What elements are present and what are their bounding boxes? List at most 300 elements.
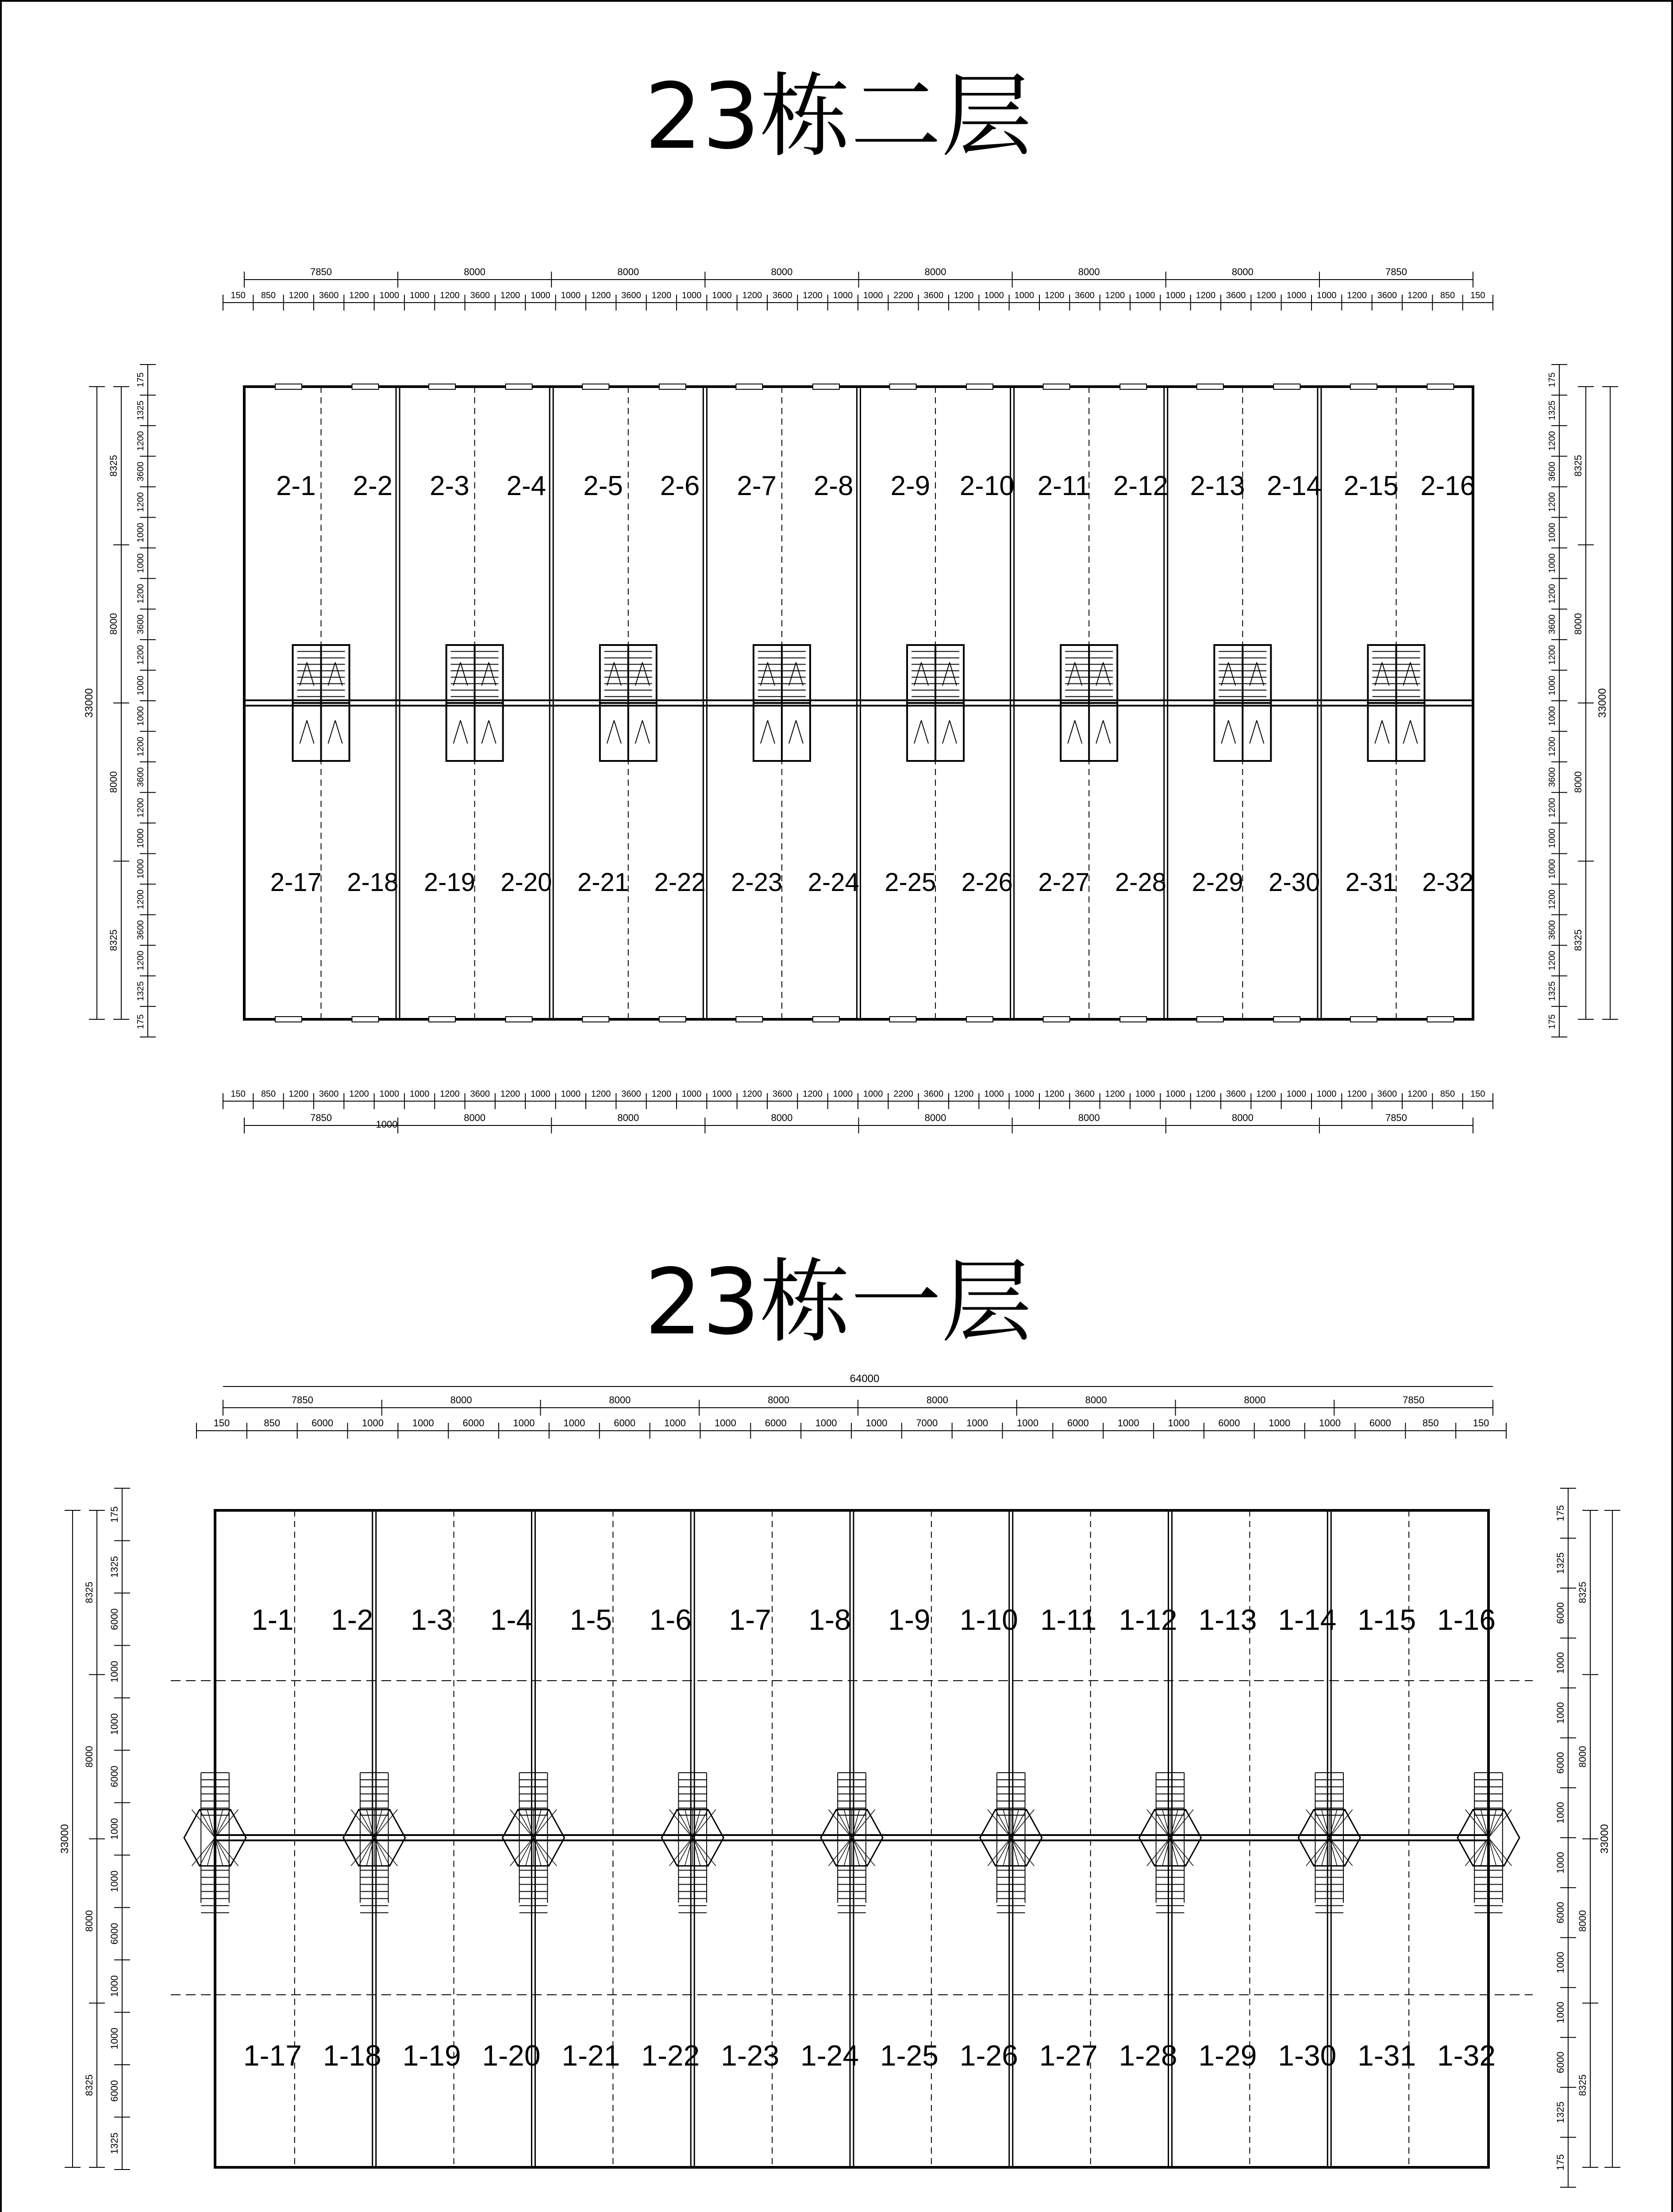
dimension-label: 1200 xyxy=(1347,291,1367,300)
plan-line xyxy=(215,1809,238,1838)
dimension-label: 8000 xyxy=(609,1394,631,1406)
dimension-label: 1000 xyxy=(984,1089,1004,1099)
plan-line xyxy=(1410,662,1417,685)
plan-line xyxy=(215,1838,238,1866)
lower-floor-title: 23栋一层 xyxy=(644,1250,1032,1355)
plan-line xyxy=(1488,1809,1504,1838)
unit-label: 2-8 xyxy=(813,471,854,501)
window-icon xyxy=(813,1017,839,1022)
plan-line xyxy=(1068,662,1075,685)
window-icon xyxy=(506,384,532,389)
dimension-label: 150 xyxy=(1470,291,1485,300)
dimension-label: 1000 xyxy=(136,676,146,695)
dimension-label: 8325 xyxy=(108,929,119,951)
window-icon xyxy=(1120,1017,1146,1022)
dimension-label: 7850 xyxy=(1385,1112,1407,1123)
dimension-label: 3600 xyxy=(136,614,146,634)
dimension-label: 64000 xyxy=(850,1373,880,1385)
dimension-label: 1000 xyxy=(136,828,146,849)
plan-line xyxy=(482,662,489,685)
dimension-label: 6000 xyxy=(1555,1901,1566,1924)
stair-icon xyxy=(1458,1773,1519,1913)
plan-line xyxy=(1306,1809,1330,1838)
dimension-chain xyxy=(59,1510,81,2167)
dimension-label: 1200 xyxy=(1547,431,1557,451)
dimension-label: 1000 xyxy=(561,1089,581,1099)
dimension-label: 1000 xyxy=(1286,291,1307,300)
plan-line xyxy=(768,720,775,743)
window-icon xyxy=(1043,1017,1070,1022)
plan-line xyxy=(192,1838,215,1866)
dimension-label: 1000 xyxy=(1016,1417,1038,1429)
plan-line xyxy=(1096,662,1103,685)
plan-line xyxy=(300,720,307,743)
dimension-chain xyxy=(1599,1510,1620,2167)
plan-line xyxy=(510,1809,534,1838)
unit-label: 1-8 xyxy=(808,1603,851,1636)
dimension-label: 6000 xyxy=(614,1417,636,1429)
plan-line xyxy=(1103,662,1110,685)
dimension-label: 8000 xyxy=(1573,613,1584,635)
dimension-label: 1200 xyxy=(1256,1089,1276,1099)
unit-label: 2-9 xyxy=(890,471,931,501)
dimension-label: 1200 xyxy=(136,492,146,512)
dimension-label: 1200 xyxy=(1547,889,1557,910)
dimension-label: 1000 xyxy=(1555,1951,1566,1974)
dimension-label: 1000 xyxy=(362,1417,384,1429)
dimension-label: 1000 xyxy=(1286,1089,1307,1099)
window-icon xyxy=(1120,384,1146,389)
unit-label: 2-22 xyxy=(654,868,706,897)
dimension-label: 1000 xyxy=(109,1713,120,1735)
dimension-label: 1000 xyxy=(815,1417,837,1429)
dimension-label: 850 xyxy=(1440,291,1455,300)
plan-line xyxy=(1250,662,1257,685)
dimension-label: 7850 xyxy=(1385,266,1407,277)
dimension-label: 3600 xyxy=(923,1089,944,1099)
dimension-label: 150 xyxy=(1470,1089,1485,1099)
dimension-label: 3600 xyxy=(923,291,944,300)
unit-label: 2-26 xyxy=(961,868,1013,897)
dimension-label: 8000 xyxy=(464,266,486,277)
dimension-chain xyxy=(1573,387,1594,1019)
plan-line xyxy=(1228,720,1235,743)
dimension-label: 6000 xyxy=(109,1608,120,1630)
plan-line xyxy=(1257,662,1264,685)
dimension-label: 7850 xyxy=(1403,1394,1425,1406)
unit-label: 2-12 xyxy=(1113,471,1169,501)
dimension-label: 1000 xyxy=(1555,1652,1566,1674)
dimension-chain xyxy=(223,291,1493,311)
plan-line xyxy=(1329,1838,1353,1866)
window-icon xyxy=(275,384,302,389)
dimension-label: 8325 xyxy=(84,2074,95,2096)
plan-line xyxy=(607,720,614,743)
unit-label: 2-4 xyxy=(506,471,546,501)
dimension-chain xyxy=(223,1394,1493,1416)
dimension-chain xyxy=(1577,1510,1598,2167)
plan-line xyxy=(1403,720,1410,743)
unit-label: 2-31 xyxy=(1345,868,1397,897)
dimension-label: 8000 xyxy=(924,1112,946,1123)
dimension-label: 1000 xyxy=(714,1417,736,1429)
plan-line xyxy=(307,720,314,743)
plan-line xyxy=(1488,1809,1512,1838)
dimension-label: 1000 xyxy=(681,291,702,300)
dimension-label: 1200 xyxy=(591,291,611,300)
unit-label: 2-27 xyxy=(1038,868,1090,897)
dimension-label: 1200 xyxy=(1196,1089,1216,1099)
dimension-chain xyxy=(1596,387,1618,1019)
upper-floor-title: 23栋二层 xyxy=(644,64,1032,169)
plan-line xyxy=(192,1809,215,1838)
dimension-label: 33000 xyxy=(59,1824,71,1854)
plan-line xyxy=(482,720,489,743)
dimension-label: 8000 xyxy=(617,266,639,277)
dimension-label: 3600 xyxy=(136,461,146,482)
dimension-label: 175 xyxy=(109,1506,120,1523)
window-icon xyxy=(736,1017,762,1022)
plan-line xyxy=(1147,1838,1170,1866)
unit-label: 2-1 xyxy=(276,471,316,501)
unit-label: 1-10 xyxy=(959,1603,1018,1636)
dimension-chain xyxy=(1547,365,1567,1037)
dimension-label: 33000 xyxy=(1599,1824,1611,1854)
plan-line xyxy=(761,662,768,685)
dimension-label: 6000 xyxy=(1555,2051,1566,2074)
window-icon xyxy=(582,1017,609,1022)
dimension-label: 1200 xyxy=(1547,951,1557,971)
dimension-label: 175 xyxy=(1555,1505,1566,1521)
unit-label: 2-23 xyxy=(731,868,783,897)
plan-line xyxy=(1410,720,1417,743)
dimension-label: 1000 xyxy=(1555,2001,1566,2024)
window-icon xyxy=(1197,384,1223,389)
unit-label: 1-25 xyxy=(880,2039,938,2072)
dimension-label: 1200 xyxy=(349,291,369,300)
plan-line xyxy=(1382,720,1389,743)
dimension-label: 1200 xyxy=(742,291,762,300)
unit-label: 1-3 xyxy=(410,1603,453,1636)
dimension-label: 850 xyxy=(261,291,276,300)
unit-label: 2-18 xyxy=(347,868,399,897)
plan-line xyxy=(692,1809,716,1838)
dimension-label: 8000 xyxy=(924,266,946,277)
plan-line xyxy=(1011,1838,1035,1866)
dimension-label: 1000 xyxy=(833,291,853,300)
dimension-label: 3600 xyxy=(1377,291,1397,300)
unit-label: 1-26 xyxy=(959,2039,1018,2072)
dimension-label: 1200 xyxy=(1105,1089,1125,1099)
dimension-label: 1000 xyxy=(712,291,732,300)
plan-line xyxy=(950,720,957,743)
dimension-label: 1200 xyxy=(288,291,309,300)
dimension-label: 2200 xyxy=(893,1089,913,1099)
plan-line xyxy=(1465,1809,1489,1838)
dimension-chain xyxy=(109,1488,130,2170)
unit-label: 1-14 xyxy=(1278,1603,1337,1636)
dimension-label: 1000 xyxy=(136,706,146,726)
window-icon xyxy=(275,1017,302,1022)
dimension-label: 1200 xyxy=(136,798,146,818)
window-icon xyxy=(736,384,762,389)
dimension-label: 8000 xyxy=(1573,771,1584,793)
dimension-label: 1000 xyxy=(1555,1802,1566,1824)
unit-label: 1-7 xyxy=(729,1603,771,1636)
dimension-label: 33000 xyxy=(1596,688,1608,718)
unit-label: 1-27 xyxy=(1039,2039,1098,2072)
unit-label: 1-11 xyxy=(1040,1603,1097,1636)
dimension-label: 1000 xyxy=(1547,522,1557,543)
dimension-label: 1200 xyxy=(1044,1089,1065,1099)
dimension-label: 1000 xyxy=(833,1089,853,1099)
plan-line xyxy=(374,1838,398,1866)
dimension-label: 1200 xyxy=(136,889,146,910)
plan-line xyxy=(1375,662,1382,685)
stair-icon xyxy=(754,645,810,761)
plan-line xyxy=(669,1838,693,1866)
dimension-label: 3600 xyxy=(1226,291,1246,300)
dimension-label: 33000 xyxy=(83,688,95,718)
dimension-label: 8000 xyxy=(771,1112,793,1123)
dimension-label: 1200 xyxy=(1347,1089,1367,1099)
dimension-label: 1000 xyxy=(561,291,581,300)
dimension-label: 1000 xyxy=(1547,859,1557,879)
dimension-label: 3600 xyxy=(1075,291,1095,300)
unit-label: 2-19 xyxy=(423,868,475,897)
plan-line xyxy=(669,1809,693,1838)
dimension-label: 150 xyxy=(231,291,246,300)
dimension-label: 1325 xyxy=(136,981,146,1001)
stair-icon xyxy=(343,1773,405,1913)
dimension-label: 850 xyxy=(264,1417,281,1429)
window-icon xyxy=(352,1017,379,1022)
plan-line xyxy=(852,1809,875,1838)
dimension-label: 1000 xyxy=(681,1089,702,1099)
window-icon xyxy=(659,1017,686,1022)
unit-label: 2-3 xyxy=(430,471,469,501)
plan-line xyxy=(796,662,803,685)
dimension-label: 175 xyxy=(1555,2154,1566,2170)
dimension-label: 1325 xyxy=(1555,1552,1566,1574)
dimension-label: 7850 xyxy=(310,266,332,277)
unit-label: 1-31 xyxy=(1358,2039,1416,2072)
dimension-label: 175 xyxy=(1547,1014,1557,1029)
plan-line xyxy=(768,662,775,685)
dimension-label: 1000 xyxy=(409,291,430,300)
unit-label: 2-28 xyxy=(1115,868,1167,897)
stair-icon xyxy=(1214,645,1271,761)
dimension-chain xyxy=(84,1510,105,2167)
dimension-label: 1000 xyxy=(712,1089,732,1099)
unit-label: 2-6 xyxy=(660,471,700,501)
dimension-label: 1200 xyxy=(954,1089,974,1099)
window-icon xyxy=(1350,1017,1377,1022)
stair-icon xyxy=(980,1773,1042,1913)
dimension-label: 1200 xyxy=(500,1089,520,1099)
dimension-label: 1200 xyxy=(803,291,823,300)
dimension-label: 8325 xyxy=(84,1582,95,1604)
plan-line xyxy=(215,1838,231,1866)
lower-floor-plan xyxy=(59,1373,1620,2212)
dimension-label: 8000 xyxy=(1231,1112,1254,1123)
plan-line xyxy=(1068,720,1075,743)
stair-icon xyxy=(907,645,964,761)
dimension-label: 7000 xyxy=(916,1417,938,1429)
unit-label: 1-9 xyxy=(888,1603,931,1636)
plan-line xyxy=(942,662,950,685)
dimension-label: 1200 xyxy=(136,431,146,451)
dimension-label: 8000 xyxy=(1085,1394,1107,1406)
plan-line xyxy=(761,720,768,743)
dimension-label: 1000 xyxy=(379,291,400,300)
dimension-label: 1000 xyxy=(136,522,146,543)
dimension-chain xyxy=(244,1112,1473,1133)
dimension-label: 1200 xyxy=(651,1089,672,1099)
dimension-label: 1000 xyxy=(412,1417,434,1429)
dimension-label: 8000 xyxy=(450,1394,472,1406)
dimension-label: 8000 xyxy=(108,771,119,793)
stair-icon xyxy=(1061,645,1117,761)
plan-line xyxy=(789,720,796,743)
dimension-label: 1200 xyxy=(1196,291,1216,300)
plan-line xyxy=(988,1838,1011,1866)
unit-label: 1-20 xyxy=(482,2039,541,2072)
dimension-label: 6000 xyxy=(312,1417,334,1429)
dimension-label: 6000 xyxy=(109,1923,120,1945)
dimension-label: 1200 xyxy=(136,951,146,971)
dimension-label: 1325 xyxy=(109,2132,120,2154)
plan-line xyxy=(1382,662,1389,685)
plan-line xyxy=(454,720,461,743)
dimension-label: 3600 xyxy=(1075,1089,1095,1099)
dimension-label: 2200 xyxy=(893,291,913,300)
dimension-label: 1200 xyxy=(288,1089,309,1099)
dimension-label: 1000 xyxy=(109,1975,120,1997)
plan-line xyxy=(1473,1838,1488,1866)
unit-label: 2-32 xyxy=(1422,868,1474,897)
unit-label: 2-15 xyxy=(1343,471,1399,501)
plan-line xyxy=(1465,1838,1489,1866)
window-icon xyxy=(1273,384,1300,389)
dimension-label: 1325 xyxy=(1555,2101,1566,2124)
dimension-label: 1200 xyxy=(440,1089,460,1099)
dimension-chain xyxy=(83,387,105,1019)
dimension-label: 1000 xyxy=(109,1661,120,1683)
window-icon xyxy=(429,1017,455,1022)
plan-line xyxy=(1221,720,1228,743)
unit-label: 1-1 xyxy=(251,1603,294,1636)
dimension-label: 8000 xyxy=(1078,1112,1100,1123)
stair-icon xyxy=(662,1773,723,1913)
dimension-label: 8000 xyxy=(1231,266,1254,277)
dimension-label: 8325 xyxy=(108,455,119,477)
dimension-label: 8000 xyxy=(1244,1394,1266,1406)
unit-label: 1-30 xyxy=(1278,2039,1337,2072)
dimension-chain xyxy=(244,266,1473,288)
plan-line xyxy=(1403,662,1410,685)
plan-line xyxy=(534,1838,557,1866)
dimension-label: 1000 xyxy=(1319,1417,1341,1429)
plan-line xyxy=(489,720,496,743)
plan-line xyxy=(300,662,307,685)
dimension-label: 1200 xyxy=(954,291,974,300)
dimension-label: 850 xyxy=(1422,1417,1439,1429)
unit-label: 1-15 xyxy=(1358,1603,1416,1636)
stair-icon xyxy=(821,1773,883,1913)
plan-line xyxy=(200,1809,215,1838)
dimension-label: 1000 xyxy=(664,1417,686,1429)
unit-label: 2-13 xyxy=(1190,471,1245,501)
dimension-label: 8000 xyxy=(464,1112,486,1123)
dimension-label: 1200 xyxy=(1547,645,1557,665)
plan-line xyxy=(829,1809,852,1838)
dimension-label: 3600 xyxy=(1547,767,1557,787)
plan-line xyxy=(921,720,928,743)
plan-line xyxy=(335,720,342,743)
unit-label: 1-13 xyxy=(1198,1603,1257,1636)
dimension-label: 1000 xyxy=(409,1089,430,1099)
plan-line xyxy=(374,1809,398,1838)
dimension-label: 1000 xyxy=(531,291,550,300)
plan-line xyxy=(1306,1838,1330,1866)
window-icon xyxy=(890,1017,916,1022)
plan-line xyxy=(1011,1809,1035,1838)
upper-floor-plan xyxy=(83,266,1618,1133)
dimension-label: 175 xyxy=(1547,372,1557,388)
dimension-label: 3600 xyxy=(136,767,146,787)
dimension-label: 1000 xyxy=(1316,291,1337,300)
plan-line xyxy=(692,1838,716,1866)
dimension-label: 3600 xyxy=(470,1089,490,1099)
plan-line xyxy=(454,662,461,685)
plan-line xyxy=(642,662,650,685)
plan-line xyxy=(914,662,921,685)
dimension-label: 1000 xyxy=(513,1417,535,1429)
plan-line xyxy=(328,720,335,743)
window-icon xyxy=(1427,384,1454,389)
plan-line xyxy=(328,662,335,685)
plan-line xyxy=(1375,720,1382,743)
dimension-label: 1325 xyxy=(109,1556,120,1578)
plan-line xyxy=(1329,1809,1353,1838)
dimension-label: 1000 xyxy=(1269,1417,1291,1429)
plan-line xyxy=(461,720,468,743)
dimension-label: 6000 xyxy=(765,1417,787,1429)
plan-line xyxy=(1170,1809,1194,1838)
dimension-label: 6000 xyxy=(462,1417,485,1429)
dimension-label: 1200 xyxy=(136,737,146,757)
dimension-label: 1000 xyxy=(863,1089,883,1099)
unit-label: 1-16 xyxy=(1437,1603,1496,1636)
plan-line xyxy=(351,1838,374,1866)
unit-label: 2-14 xyxy=(1267,471,1322,501)
plan-line xyxy=(1488,1838,1512,1866)
dimension-label: 1000 xyxy=(1165,291,1185,300)
plan-line xyxy=(852,1838,875,1866)
dimension-chain xyxy=(223,1089,1493,1109)
dimension-chain xyxy=(1555,1488,1576,2187)
unit-label: 1-24 xyxy=(800,2039,859,2072)
plan-line xyxy=(942,720,950,743)
plan-line xyxy=(215,1809,231,1838)
dimension-label: 3600 xyxy=(772,1089,792,1099)
stair-icon xyxy=(1298,1773,1360,1913)
unit-label: 2-24 xyxy=(808,868,859,897)
plan-line xyxy=(461,662,468,685)
dimension-label: 8325 xyxy=(1577,2074,1588,2096)
stair-icon xyxy=(446,645,503,761)
